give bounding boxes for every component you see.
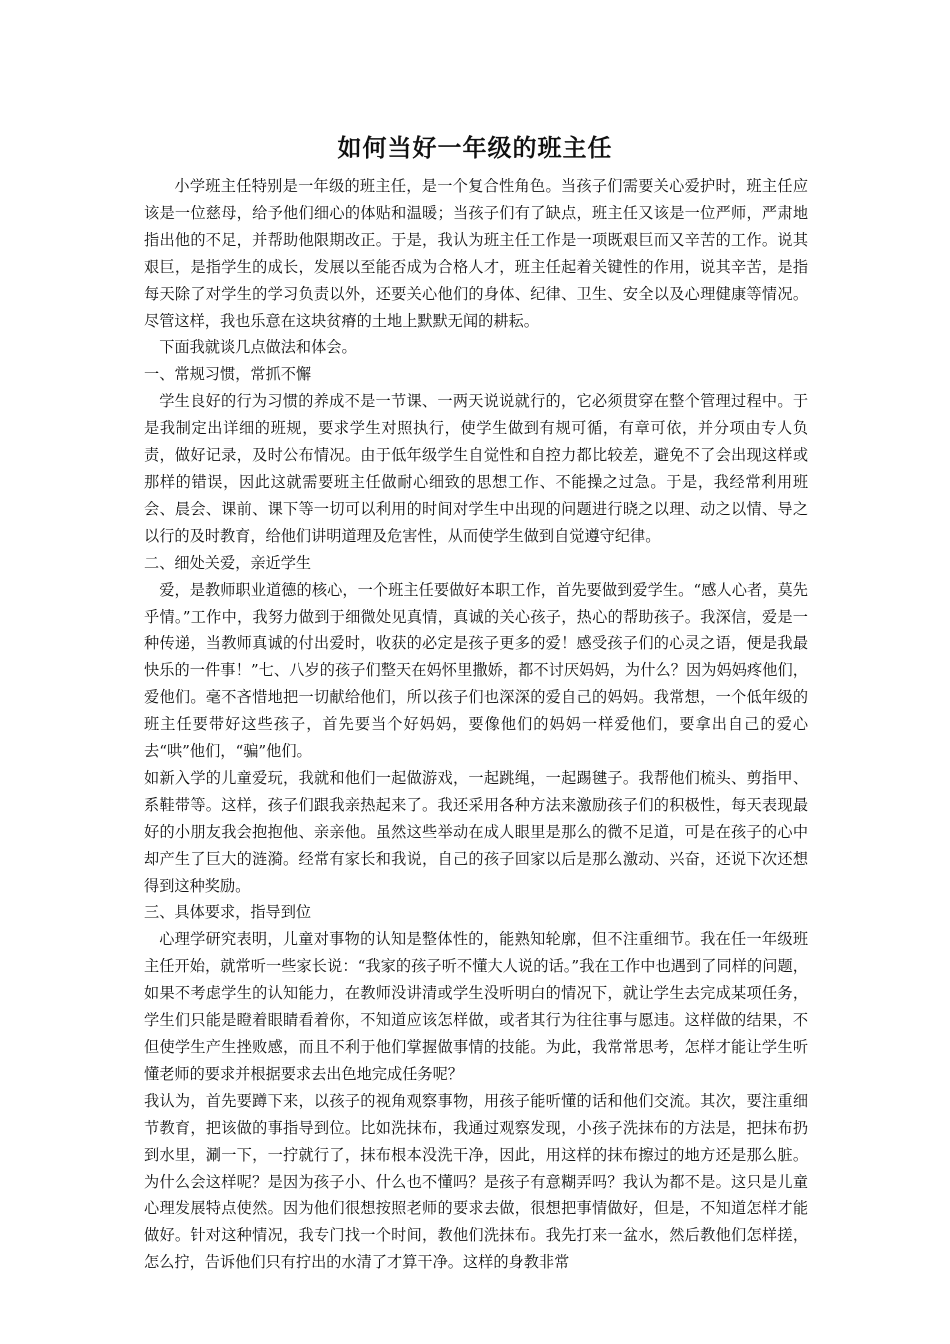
transition-paragraph: 下面我就谈几点做法和体会。: [159, 338, 357, 357]
section-2-paragraph-2: 如新入学的儿童爱玩，我就和他们一起做游戏，一起跳绳，一起踢毽子。我帮他们梳头、剪指甲、系鞋带等。这样，孩子们跟我亲热起来了。我还采用各种方法来激励孩子们的积极性，每天表现最好的小朋友我会抱抱他、亲亲他。虽然这些举动在成人眼里是那么的微不足道，可是在孩子的心中却产生了巨大的涟漪。经常有家长和我说，自己的孩子回家以后是那么激动、兴奋，还说下次还想得到这种奖励。: [144, 768, 808, 895]
section-3-paragraph-2: 我认为，首先要蹲下来，以孩子的视角观察事物，用孩子能听懂的话和他们交流。其次，要注重细节教育，把该做的事指导到位。比如洗抹布，我通过观察发现，小孩子洗抹布的方法是，把抹布扔到水里，涮一下，一拧就行了，抹布根本没洗干净，因此，用这样的抹布擦过的地方还是那么脏。为什么会这样呢？是因为孩子小、什么也不懂吗？是孩子有意糊弄吗？我认为都不是。这只是儿童心理发展特点使然。因为他们很想按照老师的要求去做，很想把事情做好，但是，不知道怎样才能做好。针对这种情况，我专门找一个时间，教他们洗抹布。我先打来一盆水，然后教他们怎样搓，怎么拧，告诉他们只有拧出的水清了才算干净。这样的身教非常: [144, 1091, 808, 1272]
document-title: 如何当好一年级的班主任: [337, 133, 613, 162]
section-heading-3: 三、具体要求，指导到位: [144, 903, 312, 922]
section-2-paragraph-1: 爱，是教师职业道德的核心，一个班主任要做好本职工作，首先要做到爱学生。“感人心者，莫先乎情。”工作中，我努力做到于细微处见真情，真诚的关心孩子，热心的帮助孩子。我深信，爱是一种传递，当教师真诚的付出爱时，收获的必定是孩子更多的爱！感受孩子们的心灵之语，便是我最快乐的一件事！”七、八岁的孩子们整天在妈怀里撒娇，都不讨厌妈妈，为什么？因为妈妈疼他们，爱他们。毫不吝惜地把一切献给他们，所以孩子们也深深的爱自己的妈妈。我常想，一个低年级的班主任要带好这些孩子，首先要当个好妈妈，要像他们的妈妈一样爱他们，要拿出自己的爱心去“哄”他们，“骗”他们。: [144, 580, 808, 761]
section-3-paragraph-1: 心理学研究表明，儿童对事物的认知是整体性的，能熟知轮廓，但不注重细节。我在任一年级班主任开始，就常听一些家长说：“我家的孩子听不懂大人说的话。”我在工作中也遇到了同样的问题，如果不考虑学生的认知能力，在教师没讲清或学生没听明白的情况下，就让学生去完成某项任务，学生们只能是瞪着眼睛看着你，不知道应该怎样做，或者其行为往往事与愿违。这样做的结果，不但使学生产生挫败感，而且不利于他们掌握做事情的技能。为此，我常常思考，怎样才能让学生听懂老师的要求并根据要求去出色地完成任务呢？: [144, 930, 808, 1083]
intro-paragraph: 小学班主任特别是一年级的班主任，是一个复合性角色。当孩子们需要关心爱护时，班主任应该是一位慈母，给予他们细心的体贴和温暖；当孩子们有了缺点，班主任又该是一位严师，严肃地指出他的不足，并帮助他限期改正。于是，我认为班主任工作是一项既艰巨而又辛苦的工作。说其艰巨，是指学生的成长，发展以至能否成为合格人才，班主任起着关键性的作用，说其辛苦，是指每天除了对学生的学习负责以外，还要关心他们的身体、纪律、卫生、安全以及心理健康等情况。尽管这样，我也乐意在这块贫瘠的土地上默默无闻的耕耘。: [144, 177, 808, 330]
section-heading-1: 一、常规习惯，常抓不懈: [144, 365, 312, 384]
section-1-paragraph: 学生良好的行为习惯的养成不是一节课、一两天说说就行的，它必须贯穿在整个管理过程中。于是我制定出详细的班规，要求学生对照执行，使学生做到有规可循，有章可依，并分项由专人负责，做好记录，及时公布情况。由于低年级学生自觉性和自控力都比较差，避免不了会出现这样或那样的错误，因此这就需要班主任做耐心细致的思想工作、不能操之过急。于是，我经常利用班会、晨会、课前、课下等一切可以利用的时间对学生中出现的问题进行晓之以理、动之以情、导之以行的及时教育，给他们讲明道理及危害性，从而使学生做到自觉遵守纪律。: [144, 392, 808, 545]
document-body: [144, 173, 808, 1276]
section-heading-2: 二、细处关爱，亲近学生: [144, 553, 312, 572]
